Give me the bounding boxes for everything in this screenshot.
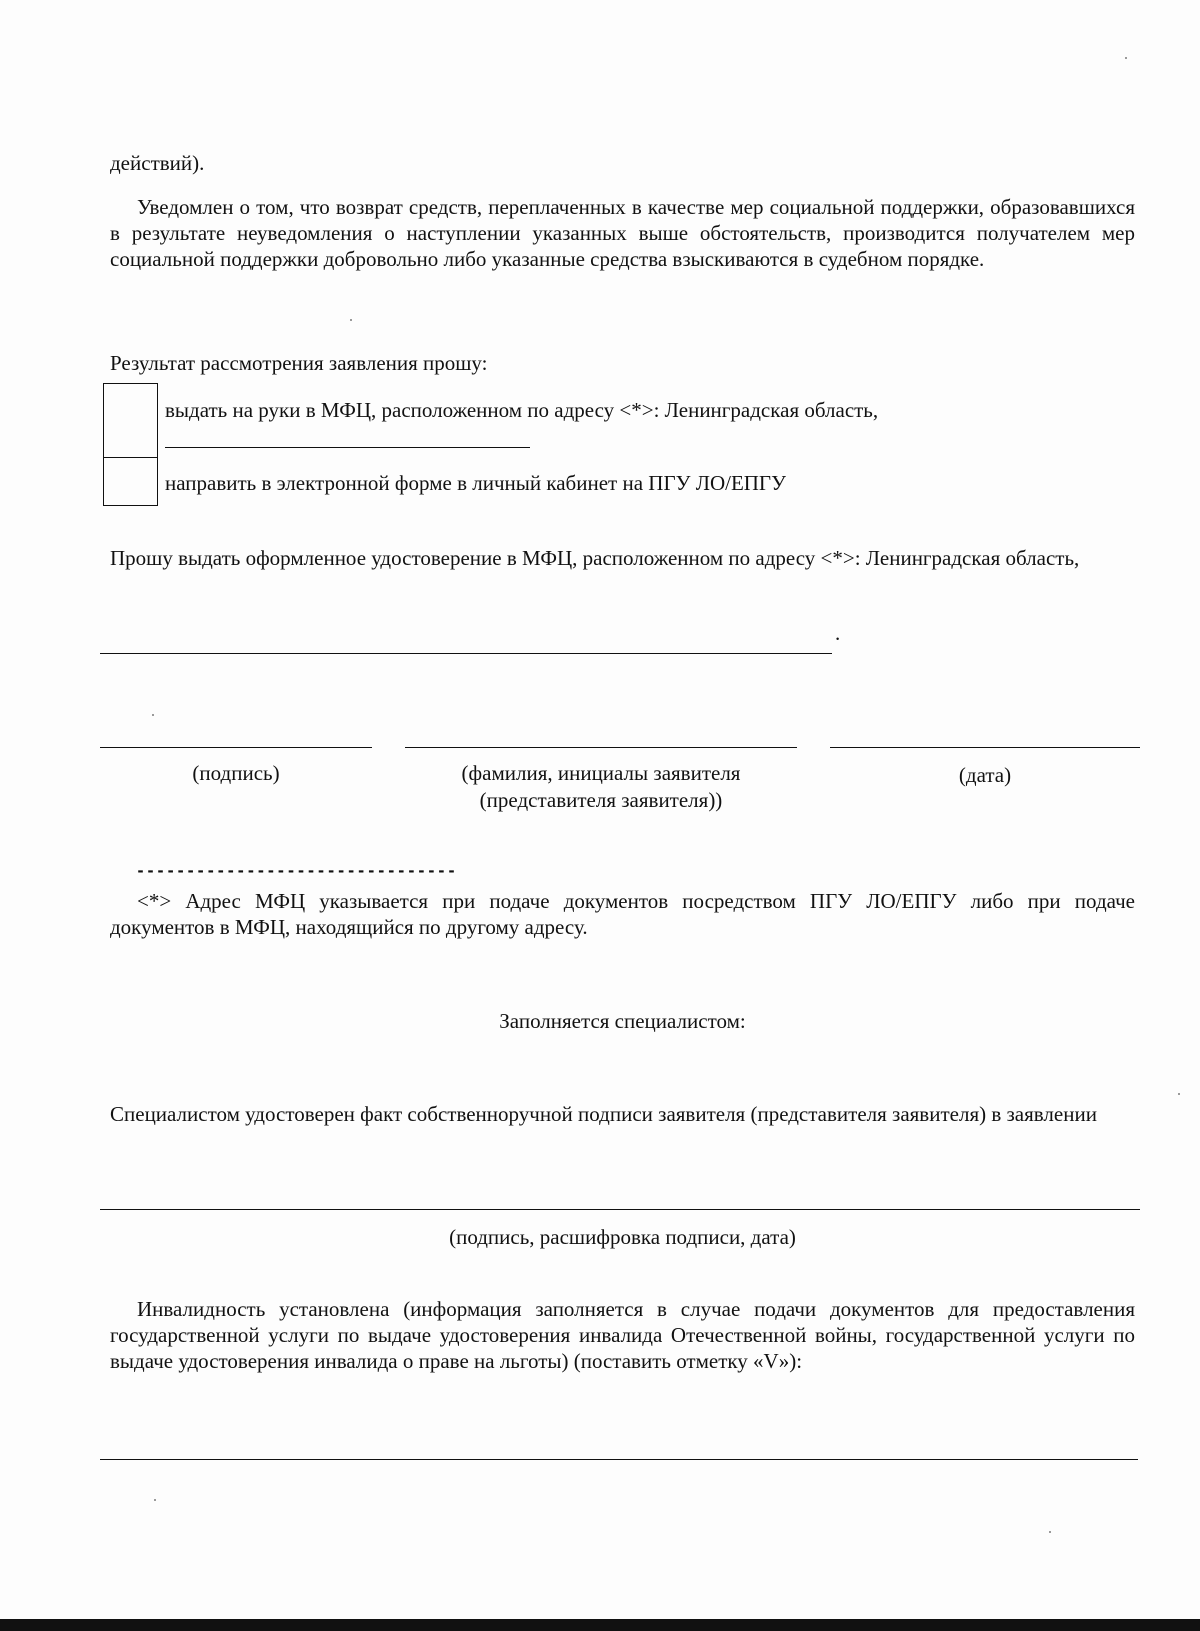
applicant-name-line[interactable] bbox=[405, 747, 797, 748]
footnote-separator: -------------------------------- bbox=[136, 862, 457, 880]
signature-line[interactable] bbox=[100, 747, 372, 748]
option-in-person-address-line[interactable] bbox=[165, 447, 530, 448]
date-line[interactable] bbox=[830, 747, 1140, 748]
refund-notice-paragraph: Уведомлен о том, что возврат средств, переплаченных в качестве мер социальной поддержки, образовавшихся в результате неуведомления о наступлении указанных выше обстоятельств, производится получателем мер социальной поддержки добровольно либо указанные средства взыскиваются в судебном порядке. bbox=[110, 195, 1135, 271]
date-caption: (дата) bbox=[958, 763, 1012, 787]
scan-bottom-edge bbox=[0, 1619, 1200, 1631]
disability-mark-line[interactable] bbox=[100, 1459, 1138, 1460]
specialist-heading: Заполняется специалистом: bbox=[499, 1009, 746, 1033]
option-electronic-checkbox[interactable] bbox=[103, 457, 158, 506]
continuation-text: действий). bbox=[110, 151, 205, 175]
scan-speck bbox=[350, 319, 352, 321]
applicant-name-caption-line1: (фамилия, инициалы заявителя bbox=[461, 761, 741, 785]
scan-speck bbox=[1049, 1531, 1051, 1533]
certificate-address-line[interactable] bbox=[100, 653, 832, 654]
specialist-signature-line[interactable] bbox=[100, 1209, 1140, 1210]
scan-speck bbox=[1178, 1093, 1180, 1095]
result-heading: Результат рассмотрения заявления прошу: bbox=[110, 351, 488, 375]
address-line-period: . bbox=[835, 621, 841, 645]
footnote-text: <*> Адрес МФЦ указывается при подаче документов посредством ПГУ ЛО/ЕПГУ либо при подаче документов в МФЦ, находящийся по другому адресу. bbox=[110, 889, 1135, 939]
disability-paragraph: Инвалидность установлена (информация заполняется в случае подачи документов для предоставления государственной услуги по выдаче удостоверения инвалида Отечественной войны, государственной услуги по выдаче удостоверения инвалида о праве на льготы) (поставить отметку «V»): bbox=[110, 1297, 1135, 1373]
option-in-person-label: выдать на руки в МФЦ, расположенном по адресу <*>: Ленинградская область, bbox=[165, 398, 879, 422]
certificate-request-paragraph: Прошу выдать оформленное удостоверение в МФЦ, расположенном по адресу <*>: Ленинградская область, bbox=[110, 546, 1080, 570]
option-in-person-checkbox[interactable] bbox=[103, 383, 158, 458]
scan-speck bbox=[152, 714, 154, 716]
specialist-signature-caption: (подпись, расшифровка подписи, дата) bbox=[449, 1225, 796, 1249]
option-electronic-label: направить в электронной форме в личный кабинет на ПГУ ЛО/ЕПГУ bbox=[165, 471, 786, 495]
signature-caption: (подпись) bbox=[192, 761, 280, 785]
applicant-name-caption-line2: (представителя заявителя)) bbox=[479, 788, 723, 812]
scan-speck bbox=[154, 1499, 156, 1501]
scan-speck bbox=[1125, 57, 1127, 59]
specialist-statement: Специалистом удостоверен факт собственноручной подписи заявителя (представителя заявителя) в заявлении bbox=[110, 1102, 1097, 1126]
